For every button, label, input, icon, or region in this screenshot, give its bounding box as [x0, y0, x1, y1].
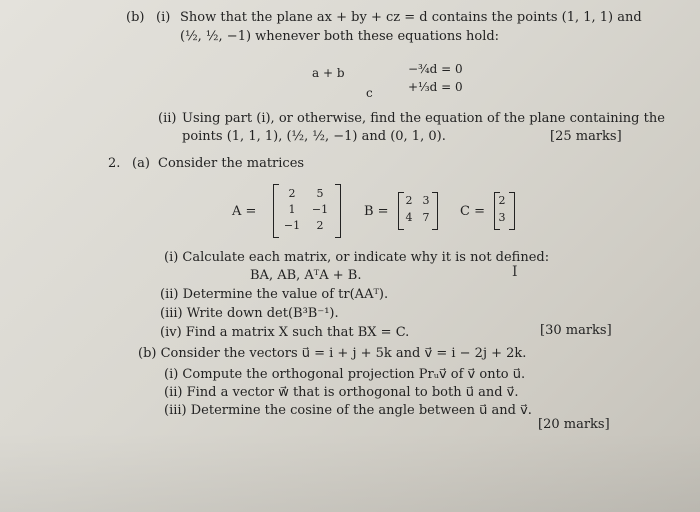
q1b-label: (b) — [126, 10, 145, 25]
matrix-a-cell: −1 — [283, 219, 301, 232]
matrix-c-label: C = — [460, 204, 485, 219]
matrix-b-cell: 2 — [405, 194, 413, 207]
matrix-a-label: A = — [232, 204, 257, 219]
eq2-left: c — [366, 86, 373, 100]
q1b-part-ii-line1: Using part (i), or otherwise, find the equation of the plane containing the — [182, 111, 665, 126]
matrix-a-right-bracket — [335, 184, 341, 238]
q2b-intro: (b) Consider the vectors u⃗ = i + j + 5k and v⃗ = i − 2j + 2k. — [138, 346, 527, 361]
q1b-part-i-label: (i) — [156, 10, 171, 25]
q2b-part-i: (i) Compute the orthogonal projection Prᵤv⃗ of v⃗ onto u⃗. — [164, 367, 526, 382]
matrix-b-cell: 7 — [422, 211, 430, 224]
q2b-part-iii: (iii) Determine the cosine of the angle between u⃗ and v⃗. — [164, 403, 532, 418]
matrix-a-cell: 5 — [316, 187, 324, 200]
q1b-part-i-line1: Show that the plane ax + by + cz = d contains the points (1, 1, 1) and — [180, 10, 642, 25]
text-cursor-icon: I — [512, 264, 518, 280]
q2a-part-ii: (ii) Determine the value of tr(AAᵀ). — [160, 287, 389, 302]
q2a-part-i-items: BA, AB, AᵀA + B. — [250, 268, 362, 283]
q2b-marks: [20 marks] — [538, 417, 610, 432]
eq2-right: +⅓d = 0 — [408, 80, 463, 94]
matrix-c-cell: 2 — [498, 194, 506, 207]
eq1-left: a + b — [312, 66, 345, 80]
q1b-part-ii-label: (ii) — [158, 111, 177, 126]
matrix-b-cell: 3 — [422, 194, 430, 207]
matrix-a-cell: 2 — [288, 187, 296, 200]
q2-number: 2. — [108, 156, 121, 171]
matrix-a-cell: −1 — [311, 203, 329, 216]
eq1-right: −¾d = 0 — [408, 62, 463, 76]
q1b-part-i-line2: (½, ½, −1) whenever both these equations hold: — [180, 29, 500, 44]
q2a-marks: [30 marks] — [540, 323, 612, 338]
matrix-a-cell: 2 — [316, 219, 324, 232]
q2a-part-iv: (iv) Find a matrix X such that BX = C. — [160, 325, 410, 340]
matrix-a-cell: 1 — [288, 203, 296, 216]
q1b-marks: [25 marks] — [550, 129, 622, 144]
matrix-b-cell: 4 — [405, 211, 413, 224]
q2a-intro: Consider the matrices — [158, 156, 305, 171]
matrix-c-cell: 3 — [498, 211, 506, 224]
q1b-part-ii-line2: points (1, 1, 1), (½, ½, −1) and (0, 1, 0). — [182, 129, 446, 144]
q2b-part-ii: (ii) Find a vector w⃗ that is orthogonal to both u⃗ and v⃗. — [164, 385, 519, 400]
q2a-label: (a) — [132, 156, 150, 171]
q2a-part-i: (i) Calculate each matrix, or indicate why it is not defined: — [164, 250, 550, 265]
q2a-part-iii: (iii) Write down det(B³B⁻¹). — [160, 306, 339, 321]
matrix-b-label: B = — [364, 204, 389, 219]
matrix-a-left-bracket — [273, 184, 279, 238]
photo-shadow — [0, 432, 700, 512]
